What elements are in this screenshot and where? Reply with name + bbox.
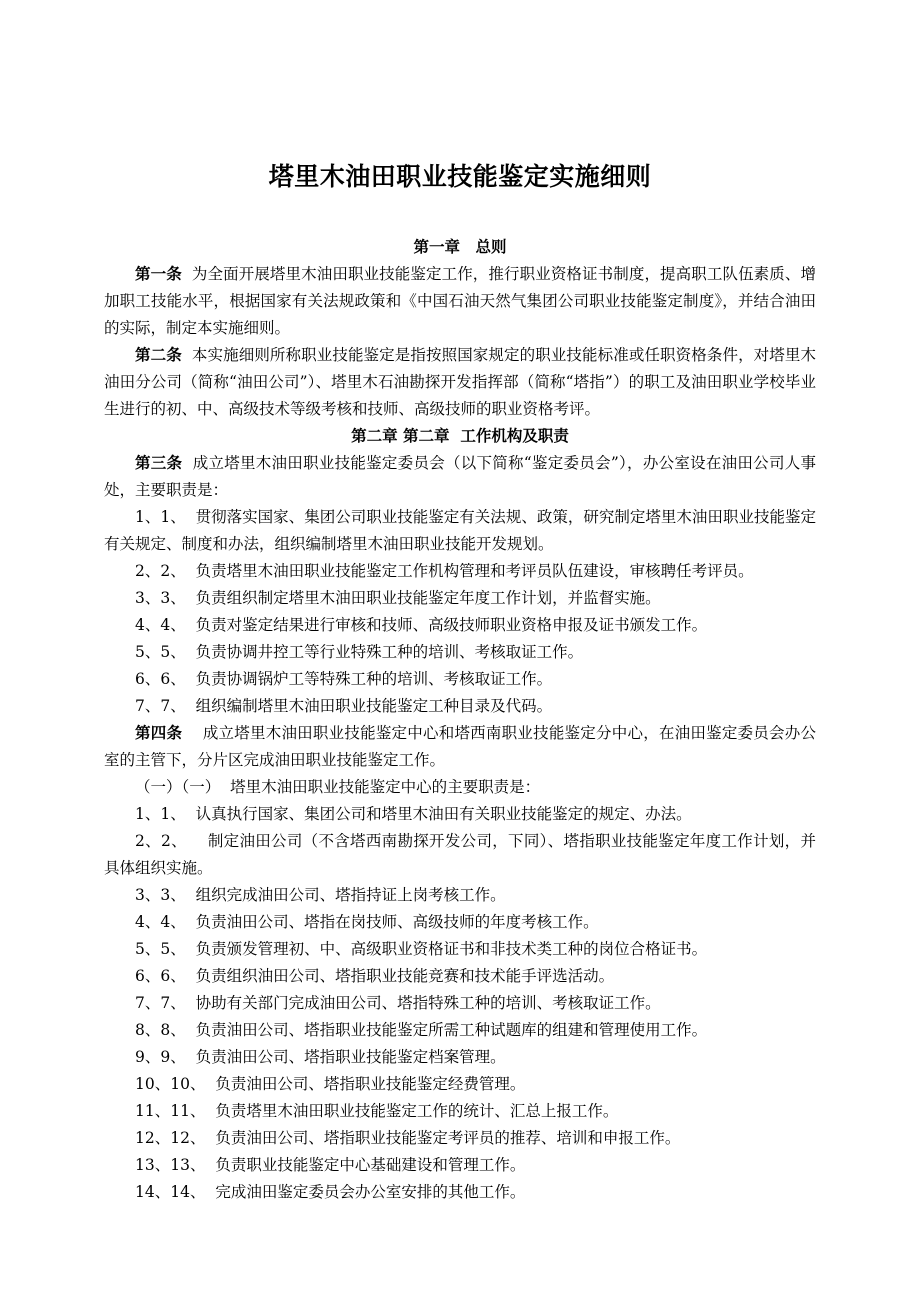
list-item-number: 7、7、 [135, 994, 186, 1012]
list-item-gap [186, 589, 196, 607]
list-item-text: 完成油田鉴定委员会办公室安排的其他工作。 [215, 1183, 526, 1201]
list-item [104, 504, 816, 558]
page-title: 塔里木油田职业技能鉴定实施细则 [268, 162, 652, 191]
list-item [104, 1098, 816, 1125]
list-item-text: 负责颁发管理初、中、高级职业资格证书和非技术类工种的岗位合格证书。 [195, 940, 708, 958]
article-text: 本实施细则所称职业技能鉴定是指按照国家规定的职业技能标准或任职资格条件，对塔里木油田分公司（简称“油田公司”）、塔里木石油勘探开发指挥部（简称“塔指”）的职工及油田职业学校毕业生进行的初、中、高级技术等级考核和技师、高级技师的职业资格考评。 [104, 346, 816, 418]
list-item-text: 负责塔里木油田职业技能鉴定工作机构管理和考评员队伍建设，审核聘任考评员。 [195, 562, 754, 580]
article-gap [182, 724, 203, 742]
list-item-gap [186, 616, 196, 634]
list-item-text: 负责油田公司、塔指在岗技师、高级技师的年度考核工作。 [195, 913, 599, 931]
list-item-number: 7、7、 [135, 697, 186, 715]
list-item [104, 1071, 816, 1098]
sub-section-text: 塔里木油田职业技能鉴定中心的主要职责是： [230, 778, 541, 796]
list-item-gap [186, 886, 196, 904]
list-item-number: 9、9、 [135, 1048, 186, 1066]
list-item [104, 1179, 816, 1206]
list-item-text: 负责协调井控工等行业特殊工种的培训、考核取证工作。 [195, 643, 584, 661]
article-text: 成立塔里木油田职业技能鉴定中心和塔西南职业技能鉴定分中心，在油田鉴定委员会办公室的主管下，分片区完成油田职业技能鉴定工作。 [104, 724, 816, 769]
list-item-number: 6、6、 [135, 967, 186, 985]
list-item [104, 801, 816, 828]
list-item-number: 2、2、 [135, 832, 187, 850]
list-item-text: 负责组织油田公司、塔指职业技能竞赛和技术能手评选活动。 [195, 967, 615, 985]
list-item [104, 936, 816, 963]
list-item-gap [187, 832, 208, 850]
article-label: 第四条 [135, 724, 183, 742]
list-item [104, 693, 816, 720]
sub-section-number: （一）（一） [135, 778, 221, 796]
list-item-number: 8、8、 [135, 1021, 186, 1039]
list-item-number: 6、6、 [135, 670, 186, 688]
list-item-number: 10、10、 [135, 1075, 206, 1093]
list-item-number: 2、2、 [135, 562, 186, 580]
list-item [104, 828, 816, 882]
article-label: 第二条 [135, 346, 182, 364]
list-item-number: 14、14、 [135, 1183, 206, 1201]
list-item [104, 1125, 816, 1152]
article-text: 为全面开展塔里木油田职业技能鉴定工作，推行职业资格证书制度，提高职工队伍素质、增加职工技能水平，根据国家有关法规政策和《中国石油天然气集团公司职业技能鉴定制度》，并结合油田的实际，制定本实施细则。 [104, 265, 816, 337]
list-item-text: 负责协调锅炉工等特殊工种的培训、考核取证工作。 [195, 670, 553, 688]
article-gap [182, 265, 192, 283]
list-item-text: 负责组织制定塔里木油田职业技能鉴定年度工作计划，并监督实施。 [195, 589, 661, 607]
list-item-gap [205, 1129, 215, 1147]
list-item-gap [186, 994, 196, 1012]
list-item-text: 负责对鉴定结果进行审核和技师、高级技师职业资格申报及证书颁发工作。 [195, 616, 708, 634]
list-item-gap [186, 508, 196, 526]
list-item-number: 5、5、 [135, 940, 186, 958]
list-item-text: 组织编制塔里木油田职业技能鉴定工种目录及代码。 [195, 697, 553, 715]
list-item-number: 12、12、 [135, 1129, 206, 1147]
list-item [104, 639, 816, 666]
article-gap [182, 346, 192, 364]
article-paragraph [104, 450, 816, 504]
list-item [104, 1044, 816, 1071]
list-item-gap [186, 1021, 196, 1039]
list-item-gap [186, 643, 196, 661]
list-item [104, 585, 816, 612]
list-item [104, 666, 816, 693]
list-item [104, 909, 816, 936]
list-item-number: 1、1、 [135, 508, 186, 526]
article-label: 第一条 [135, 265, 182, 283]
list-item-text: 负责塔里木油田职业技能鉴定工作的统计、汇总上报工作。 [215, 1102, 619, 1120]
list-item [104, 612, 816, 639]
document-body [104, 0, 816, 1206]
list-item [104, 1152, 816, 1179]
list-item [104, 990, 816, 1017]
list-item-gap [205, 1156, 215, 1174]
list-item [104, 558, 816, 585]
article-paragraph [104, 261, 816, 342]
sub-section-heading [104, 774, 816, 801]
list-item-gap [186, 670, 196, 688]
list-item-number: 4、4、 [135, 616, 186, 634]
sub-section-gap [220, 778, 230, 796]
article-paragraph [104, 342, 816, 423]
list-item [104, 963, 816, 990]
list-item-text: 负责油田公司、塔指职业技能鉴定所需工种试题库的组建和管理使用工作。 [195, 1021, 708, 1039]
list-item-text: 负责职业技能鉴定中心基础建设和管理工作。 [215, 1156, 526, 1174]
list-item-gap [186, 940, 196, 958]
list-item-number: 3、3、 [135, 886, 186, 904]
list-item-text: 贯彻落实国家、集团公司职业技能鉴定有关法规、政策，研究制定塔里木油田职业技能鉴定有关规定、制度和办法，组织编制塔里木油田职业技能开发规划。 [104, 508, 816, 553]
article-gap [182, 454, 192, 472]
chapter-heading-2: 第二章 第二章 工作机构及职责 [351, 427, 569, 445]
list-item-gap [205, 1183, 215, 1201]
list-item [104, 882, 816, 909]
list-item-number: 3、3、 [135, 589, 186, 607]
list-item-text: 协助有关部门完成油田公司、塔指特殊工种的培训、考核取证工作。 [195, 994, 661, 1012]
list-item-text: 制定油田公司（不含塔西南勘探开发公司，下同）、塔指职业技能鉴定年度工作计划，并具体组织实施。 [104, 832, 816, 877]
list-item [104, 1017, 816, 1044]
article-paragraph [104, 720, 816, 774]
list-item-gap [205, 1075, 215, 1093]
list-item-text: 组织完成油田公司、塔指持证上岗考核工作。 [195, 886, 506, 904]
list-item-number: 1、1、 [135, 805, 186, 823]
list-item-gap [186, 1048, 196, 1066]
article-label: 第三条 [135, 454, 183, 472]
list-item-gap [186, 697, 196, 715]
list-item-text: 认真执行国家、集团公司和塔里木油田有关职业技能鉴定的规定、办法。 [195, 805, 692, 823]
list-item-gap [186, 562, 196, 580]
list-item-text: 负责油田公司、塔指职业技能鉴定经费管理。 [215, 1075, 526, 1093]
list-item-text: 负责油田公司、塔指职业技能鉴定考评员的推荐、培训和申报工作。 [215, 1129, 681, 1147]
article-text: 成立塔里木油田职业技能鉴定委员会（以下简称“鉴定委员会”），办公室设在油田公司人事处，主要职责是： [104, 454, 816, 499]
list-item-text: 负责油田公司、塔指职业技能鉴定档案管理。 [195, 1048, 506, 1066]
chapter-heading-1: 第一章 总则 [413, 238, 507, 256]
list-item-number: 13、13、 [135, 1156, 206, 1174]
list-item-number: 5、5、 [135, 643, 186, 661]
list-item-gap [186, 805, 196, 823]
list-item-number: 11、11、 [135, 1102, 206, 1120]
list-item-number: 4、4、 [135, 913, 186, 931]
list-item-gap [186, 913, 196, 931]
list-item-gap [186, 967, 196, 985]
list-item-gap [205, 1102, 215, 1120]
